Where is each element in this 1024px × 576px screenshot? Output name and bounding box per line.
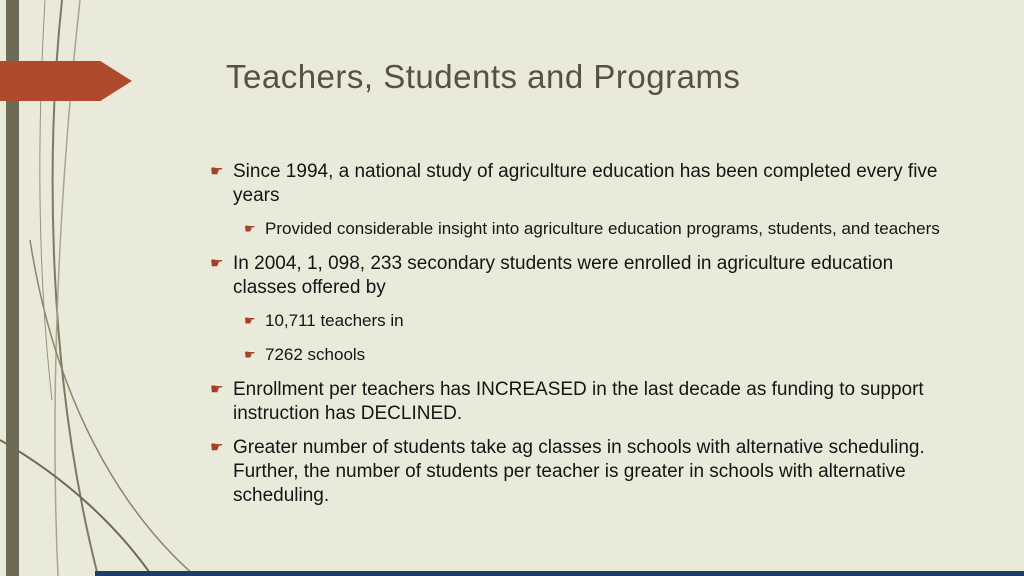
- bullet-item: [244, 344, 950, 366]
- bullet-item: [210, 436, 950, 508]
- bullet-item: [210, 378, 950, 426]
- bullet-text: In 2004, 1, 098, 233 secondary students were enrolled in agriculture education classes offered by: [233, 253, 894, 298]
- pointer-bullet-icon: ☛: [210, 439, 224, 456]
- pointer-bullet-icon: ☛: [244, 347, 256, 362]
- bullet-text: 7262 schools: [265, 345, 366, 364]
- pointer-bullet-icon: ☛: [244, 221, 256, 236]
- bullet-item: [244, 310, 950, 332]
- bullet-text: Greater number of students take ag classes in schools with alternative scheduling. Further, the number of students per teacher is greater in schools with alternative scheduling.: [233, 437, 925, 506]
- pointer-bullet-icon: ☛: [244, 313, 256, 328]
- bullet-item: [210, 252, 950, 300]
- pointer-bullet-icon: ☛: [210, 255, 224, 272]
- slide-title: Teachers, Students and Programs: [226, 58, 741, 95]
- bullet-item: [244, 218, 950, 240]
- bullet-text: Enrollment per teachers has INCREASED in the last decade as funding to support instruction has DECLINED.: [233, 379, 924, 424]
- bullet-item: [210, 160, 950, 208]
- pointer-bullet-icon: ☛: [210, 381, 224, 398]
- bottom-accent-bar: [95, 571, 1024, 576]
- pointer-bullet-icon: ☛: [210, 163, 224, 180]
- bullet-text: Provided considerable insight into agriculture education programs, students, and teachers: [265, 219, 940, 238]
- slide-body: [210, 160, 950, 518]
- arrow-accent-shape: [0, 61, 132, 101]
- bullet-text: Since 1994, a national study of agriculture education has been completed every five years: [233, 161, 938, 206]
- bullet-text: 10,711 teachers in: [265, 311, 404, 330]
